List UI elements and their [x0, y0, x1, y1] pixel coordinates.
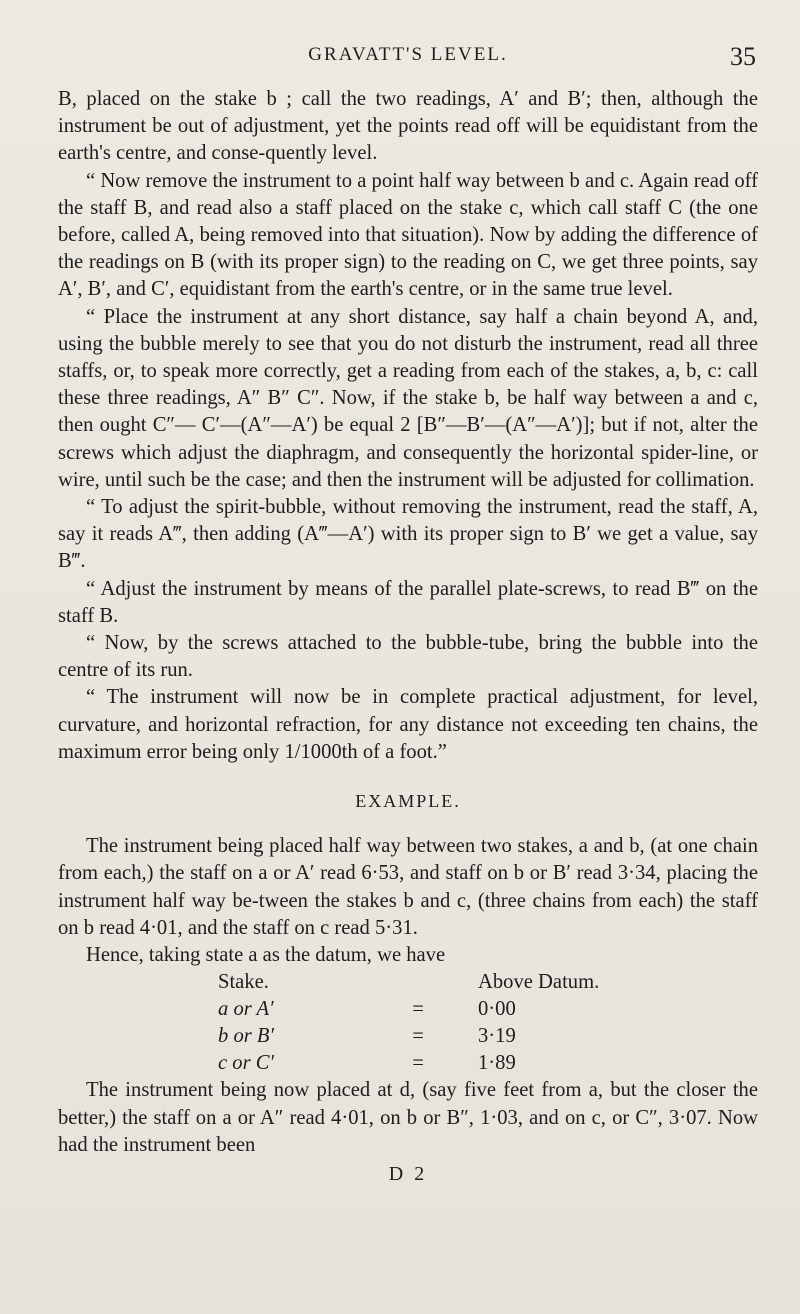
- closing-paragraph: The instrument being now placed at d, (say five feet from a, but the closer the better,) the staff on a or A″ read 4·01, on b or B″, 1·03, and on c, or C″, 3·07. Now had the instrument been: [58, 1079, 758, 1156]
- example-paragraph: The instrument being placed half way between two stakes, a and b, (at one chain from each,) the staff on a or A′ read 6·53, and staff on b or B′ read 3·34, placing the instrument half way be-tween the stakes b and c, (three chains from each) the staff on b read 4·01, and the staff on c read 5·31.: [58, 835, 758, 939]
- equals-cell: =: [412, 998, 424, 1021]
- value-cell: 0·00: [478, 998, 516, 1021]
- running-head: GRAVATT'S LEVEL.: [308, 44, 508, 65]
- equals-cell: =: [412, 1052, 424, 1075]
- paragraph: “ To adjust the spirit-bubble, without removing the instrument, read the staff, A, say it reads A‴, then adding (A‴—A′) with its proper sign to B′ we get a value, say B‴.: [58, 496, 758, 573]
- datum-table: [208, 969, 609, 1077]
- equals-cell: =: [412, 1025, 424, 1048]
- example-paragraph: Hence, taking state a as the datum, we have: [86, 944, 446, 967]
- table-row: [208, 1050, 609, 1077]
- stake-cell: c or C′: [218, 1052, 274, 1075]
- signature-mark: D 2: [388, 1162, 428, 1185]
- paragraph: “ Now, by the screws attached to the bubble-tube, bring the bubble into the centre of its run.: [58, 632, 758, 682]
- page-number: 35: [730, 42, 756, 71]
- paragraph: “ Now remove the instrument to a point half way between b and c. Again read off the staff B, and read also a staff placed on the stake c, which call staff C (the one before, called A, being removed into that situation). Now by adding the difference of the readings on B (with its proper sign) to the reading on C, we get three points, say A′, B′, and C′, equidistant from the earth's centre, or in the same true level.: [58, 169, 758, 301]
- paragraph: B, placed on the stake b ; call the two readings, A′ and B′; then, although the instrument be out of adjustment, yet the points read off will be equidistant from the earth's centre, and conse-quently level.: [58, 88, 758, 165]
- table-row: [208, 1023, 609, 1050]
- paragraph: “ Adjust the instrument by means of the parallel plate-screws, to read B‴ on the staff B.: [58, 577, 758, 627]
- value-cell: 3·19: [478, 1025, 516, 1048]
- table-header-row: [208, 969, 609, 996]
- column-header-stake: Stake.: [218, 971, 269, 994]
- page-body: [58, 86, 758, 1188]
- column-header-above-datum: Above Datum.: [478, 971, 600, 994]
- value-cell: 1·89: [478, 1052, 516, 1075]
- paragraph: “ Place the instrument at any short distance, say half a chain beyond A, and, using the bubble merely to see that you do not disturb the instrument, read all three staffs, or, to speak more correctly, get a reading from each of the stakes, a, b, c: call these three readings, A″ B″ C″. Now, if the stake b, be half way between a and c, then ought C″— C′—(A″—A′) be equal 2 [B″—B′—(A″—A′)]; but if not, alter the screws which adjust the diaphragm, and consequently the horizontal spider-line, or wire, until such be the case; and then the instrument will be adjusted for collimation.: [58, 305, 758, 491]
- stake-cell: a or A′: [218, 998, 274, 1021]
- paragraph: “ The instrument will now be in complete practical adjustment, for level, curvature, and horizontal refraction, for any distance not exceeding ten chains, the maximum error being only 1/1000th of a foot.”: [58, 686, 758, 763]
- table-row: [208, 996, 609, 1023]
- stake-cell: b or B′: [218, 1025, 274, 1048]
- page-header: [60, 42, 756, 72]
- example-heading: EXAMPLE.: [355, 791, 461, 812]
